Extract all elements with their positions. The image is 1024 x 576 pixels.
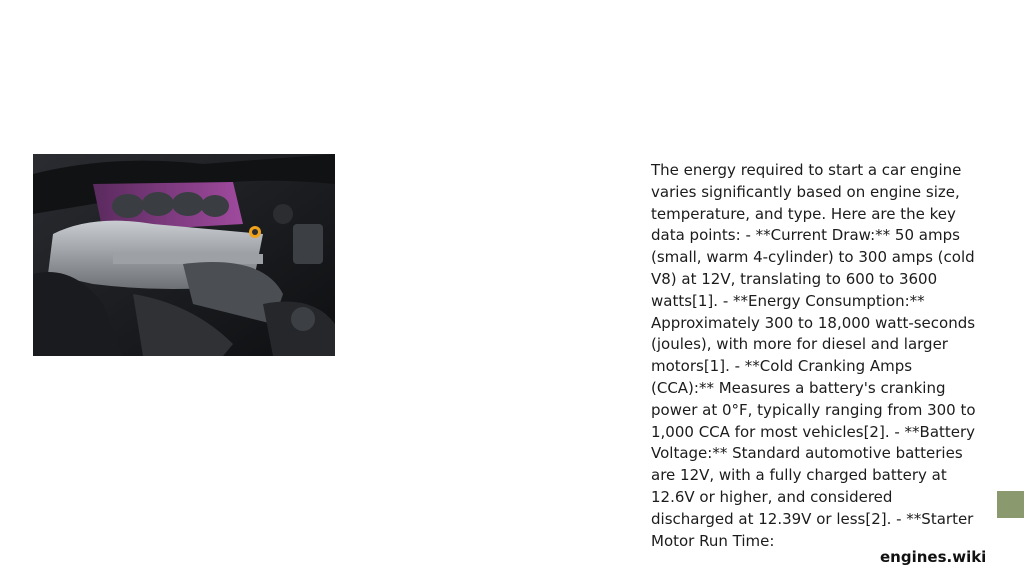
article-body: The energy required to start a car engine varies significantly based on engine size, temperature, and type. Here are the key data points: - **Current Draw:** 50 amps (small, warm 4-cylinder) to 300 amps (cold V8) at 12V, translating to 600 to 3600 watts[1]. - **Energy Consumption:** Approximately 300 to 18,000 watt-seconds (joules), with more for diesel and larger motors[1]. - **Cold Cranking Amps (CCA):** Measures a battery's cranking power at 0°F, typically ranging from 300 to 1,000 CCA for most vehicles[2]. - **Battery Voltage:** Standard automotive batteries are 12V, with a fully charged battery at 12.6V or higher, and considered discharged at 12.39V or less[2]. - **Starter Motor Run Time: — [651, 161, 976, 550]
engine-bay-photo — [33, 154, 335, 356]
accent-block — [997, 491, 1024, 518]
site-brand: engines.wiki — [880, 548, 987, 566]
engine-photo-illustration — [33, 154, 335, 356]
